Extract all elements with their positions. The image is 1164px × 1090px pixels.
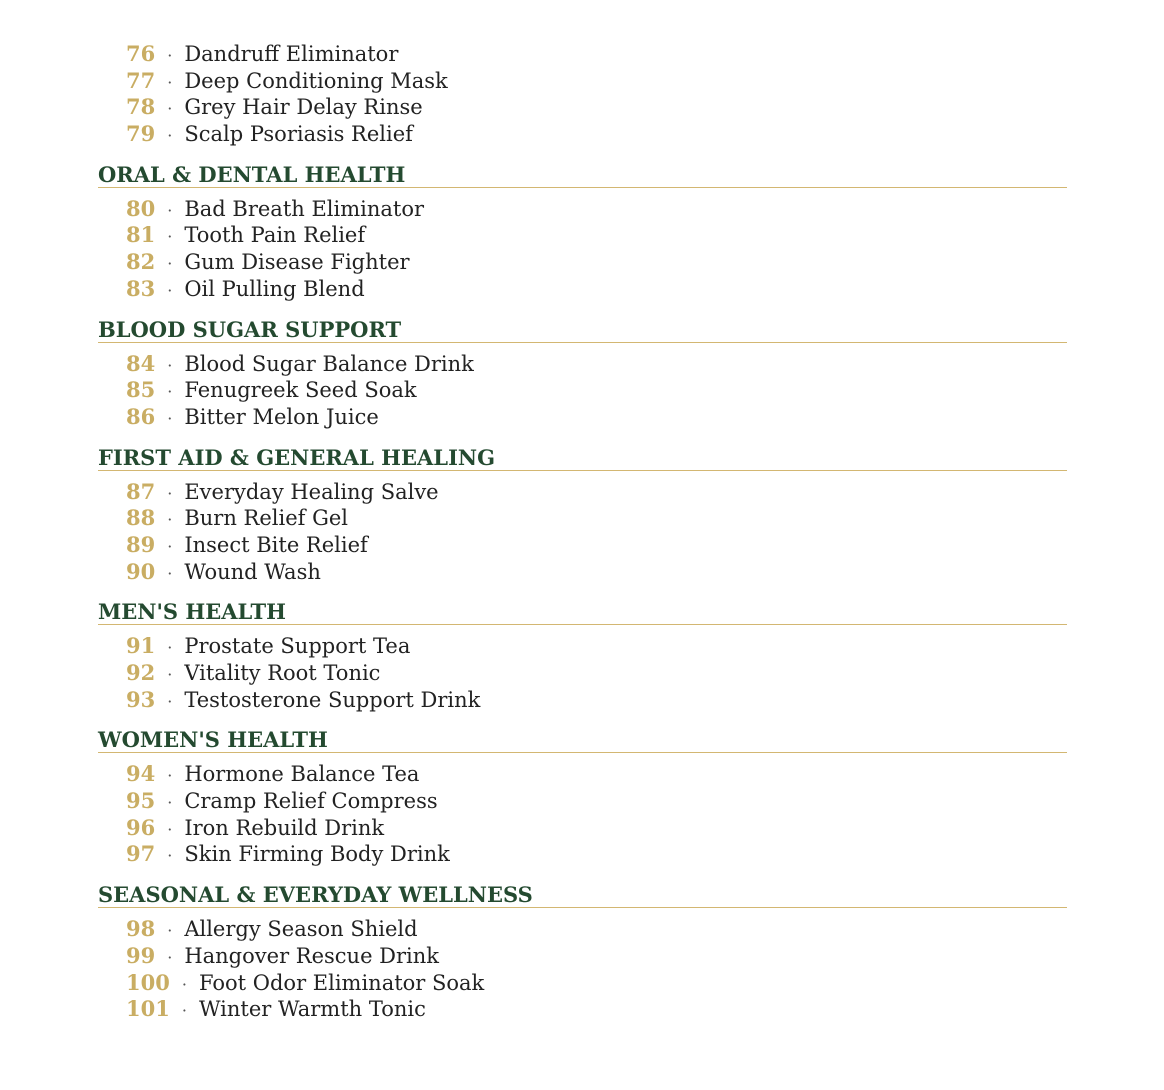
list-item[interactable]	[98, 121, 1067, 148]
item-number: 94	[126, 761, 156, 787]
item-number: 91	[126, 633, 156, 659]
item-title: Everyday Healing Salve	[184, 479, 439, 504]
section-heading: SEASONAL & EVERYDAY WELLNESS	[98, 882, 1067, 908]
list-item[interactable]	[98, 351, 1067, 378]
separator-dot: ·	[167, 510, 173, 530]
item-title: Bitter Melon Juice	[184, 404, 379, 429]
separator-dot: ·	[181, 974, 187, 994]
item-title: Foot Odor Eliminator Soak	[198, 970, 485, 995]
list-item[interactable]	[98, 505, 1067, 532]
list-item[interactable]	[98, 68, 1067, 95]
separator-dot: ·	[167, 355, 173, 375]
section-heading: BLOOD SUGAR SUPPORT	[98, 317, 1067, 343]
item-title: Burn Relief Gel	[184, 506, 348, 531]
item-title: Vitality Root Tonic	[184, 661, 381, 685]
separator-dot: ·	[167, 691, 173, 711]
item-title: Cramp Relief Compress	[184, 789, 438, 814]
item-number: 87	[126, 478, 156, 504]
list-item[interactable]	[98, 970, 1067, 997]
item-title: Oil Pulling Blend	[184, 276, 365, 301]
separator-dot: ·	[167, 536, 173, 556]
item-number: 78	[126, 94, 156, 120]
toc-page	[98, 41, 1067, 1037]
item-number: 90	[126, 558, 156, 584]
item-number: 86	[126, 403, 156, 429]
list-item[interactable]	[98, 404, 1067, 431]
separator-dot: ·	[167, 227, 173, 247]
list-item[interactable]	[98, 916, 1067, 943]
list-item[interactable]	[98, 841, 1067, 868]
item-title: Allergy Season Shield	[184, 917, 418, 942]
section-first-aid-general-healing	[98, 445, 1067, 586]
item-title: Iron Rebuild Drink	[184, 815, 385, 840]
section-blood-sugar-support	[98, 317, 1067, 431]
separator-dot: ·	[181, 1001, 187, 1021]
item-title: Scalp Psoriasis Relief	[184, 122, 413, 147]
item-title: Tooth Pain Relief	[184, 223, 366, 248]
section-womens-health	[98, 727, 1067, 868]
list-item[interactable]	[98, 660, 1067, 687]
separator-dot: ·	[167, 766, 173, 786]
item-number: 77	[126, 67, 156, 93]
item-title: Deep Conditioning Mask	[184, 68, 448, 93]
separator-dot: ·	[167, 254, 173, 274]
list-item[interactable]	[98, 94, 1067, 121]
separator-dot: ·	[167, 72, 173, 92]
separator-dot: ·	[167, 921, 173, 941]
separator-dot: ·	[167, 665, 173, 684]
item-number: 79	[126, 121, 156, 147]
item-number: 100	[126, 969, 170, 995]
item-title: Winter Warmth Tonic	[198, 997, 426, 1022]
list-item[interactable]	[98, 996, 1067, 1023]
item-number: 89	[126, 531, 156, 557]
separator-dot: ·	[167, 280, 173, 300]
list-item[interactable]	[98, 196, 1067, 223]
separator-dot: ·	[167, 947, 173, 967]
list-item[interactable]	[98, 276, 1067, 303]
item-number: 96	[126, 814, 156, 840]
item-title: Prostate Support Tea	[184, 634, 411, 659]
separator-dot: ·	[167, 793, 173, 813]
list-item[interactable]	[98, 479, 1067, 506]
item-title: Grey Hair Delay Rinse	[184, 95, 423, 120]
list-item[interactable]	[98, 559, 1067, 586]
item-title: Hormone Balance Tea	[184, 762, 420, 787]
separator-dot: ·	[167, 819, 173, 839]
item-number: 98	[126, 916, 156, 942]
item-title: Testosterone Support Drink	[184, 687, 481, 712]
item-title: Blood Sugar Balance Drink	[184, 351, 474, 376]
separator-dot: ·	[167, 408, 173, 428]
item-title: Bad Breath Eliminator	[184, 196, 425, 221]
section-heading: MEN'S HEALTH	[98, 599, 1067, 625]
item-title: Gum Disease Fighter	[184, 250, 410, 275]
list-item[interactable]	[98, 761, 1067, 788]
item-number: 84	[126, 350, 156, 376]
item-number: 92	[126, 660, 156, 685]
list-item[interactable]	[98, 687, 1067, 714]
list-item[interactable]	[98, 788, 1067, 815]
section-heading: WOMEN'S HEALTH	[98, 727, 1067, 753]
separator-dot: ·	[167, 46, 173, 65]
item-title: Wound Wash	[184, 559, 321, 584]
list-item[interactable]	[98, 815, 1067, 842]
separator-dot: ·	[167, 99, 173, 119]
list-item[interactable]	[98, 943, 1067, 970]
intro-list	[98, 41, 1067, 148]
item-number: 85	[126, 377, 156, 403]
list-item[interactable]	[98, 532, 1067, 559]
item-title: Hangover Rescue Drink	[184, 943, 440, 968]
separator-dot: ·	[167, 846, 173, 866]
section-heading: FIRST AID & GENERAL HEALING	[98, 445, 1067, 471]
item-number: 76	[126, 41, 156, 66]
section-oral-dental-health	[98, 162, 1067, 303]
item-number: 99	[126, 942, 156, 968]
item-number: 95	[126, 788, 156, 814]
item-number: 101	[126, 996, 170, 1022]
item-number: 97	[126, 841, 156, 867]
list-item[interactable]	[98, 633, 1067, 660]
section-mens-health	[98, 599, 1067, 713]
separator-dot: ·	[167, 200, 173, 220]
list-item[interactable]	[98, 222, 1067, 249]
item-number: 80	[126, 195, 156, 221]
item-title: Dandruff Eliminator	[184, 42, 399, 66]
section-seasonal-everyday-wellness	[98, 882, 1067, 1023]
item-title: Fenugreek Seed Soak	[184, 378, 417, 403]
item-number: 88	[126, 505, 156, 531]
separator-dot: ·	[167, 483, 173, 503]
separator-dot: ·	[167, 126, 173, 146]
item-number: 83	[126, 275, 156, 301]
separator-dot: ·	[167, 382, 173, 402]
item-number: 93	[126, 686, 156, 712]
list-item[interactable]	[98, 377, 1067, 404]
item-title: Skin Firming Body Drink	[184, 842, 450, 867]
separator-dot: ·	[167, 638, 173, 658]
separator-dot: ·	[167, 563, 173, 583]
list-item[interactable]	[98, 41, 1067, 68]
item-title: Insect Bite Relief	[184, 532, 368, 557]
item-number: 82	[126, 249, 156, 275]
item-number: 81	[126, 222, 156, 248]
list-item[interactable]	[98, 249, 1067, 276]
section-heading: ORAL & DENTAL HEALTH	[98, 162, 1067, 188]
